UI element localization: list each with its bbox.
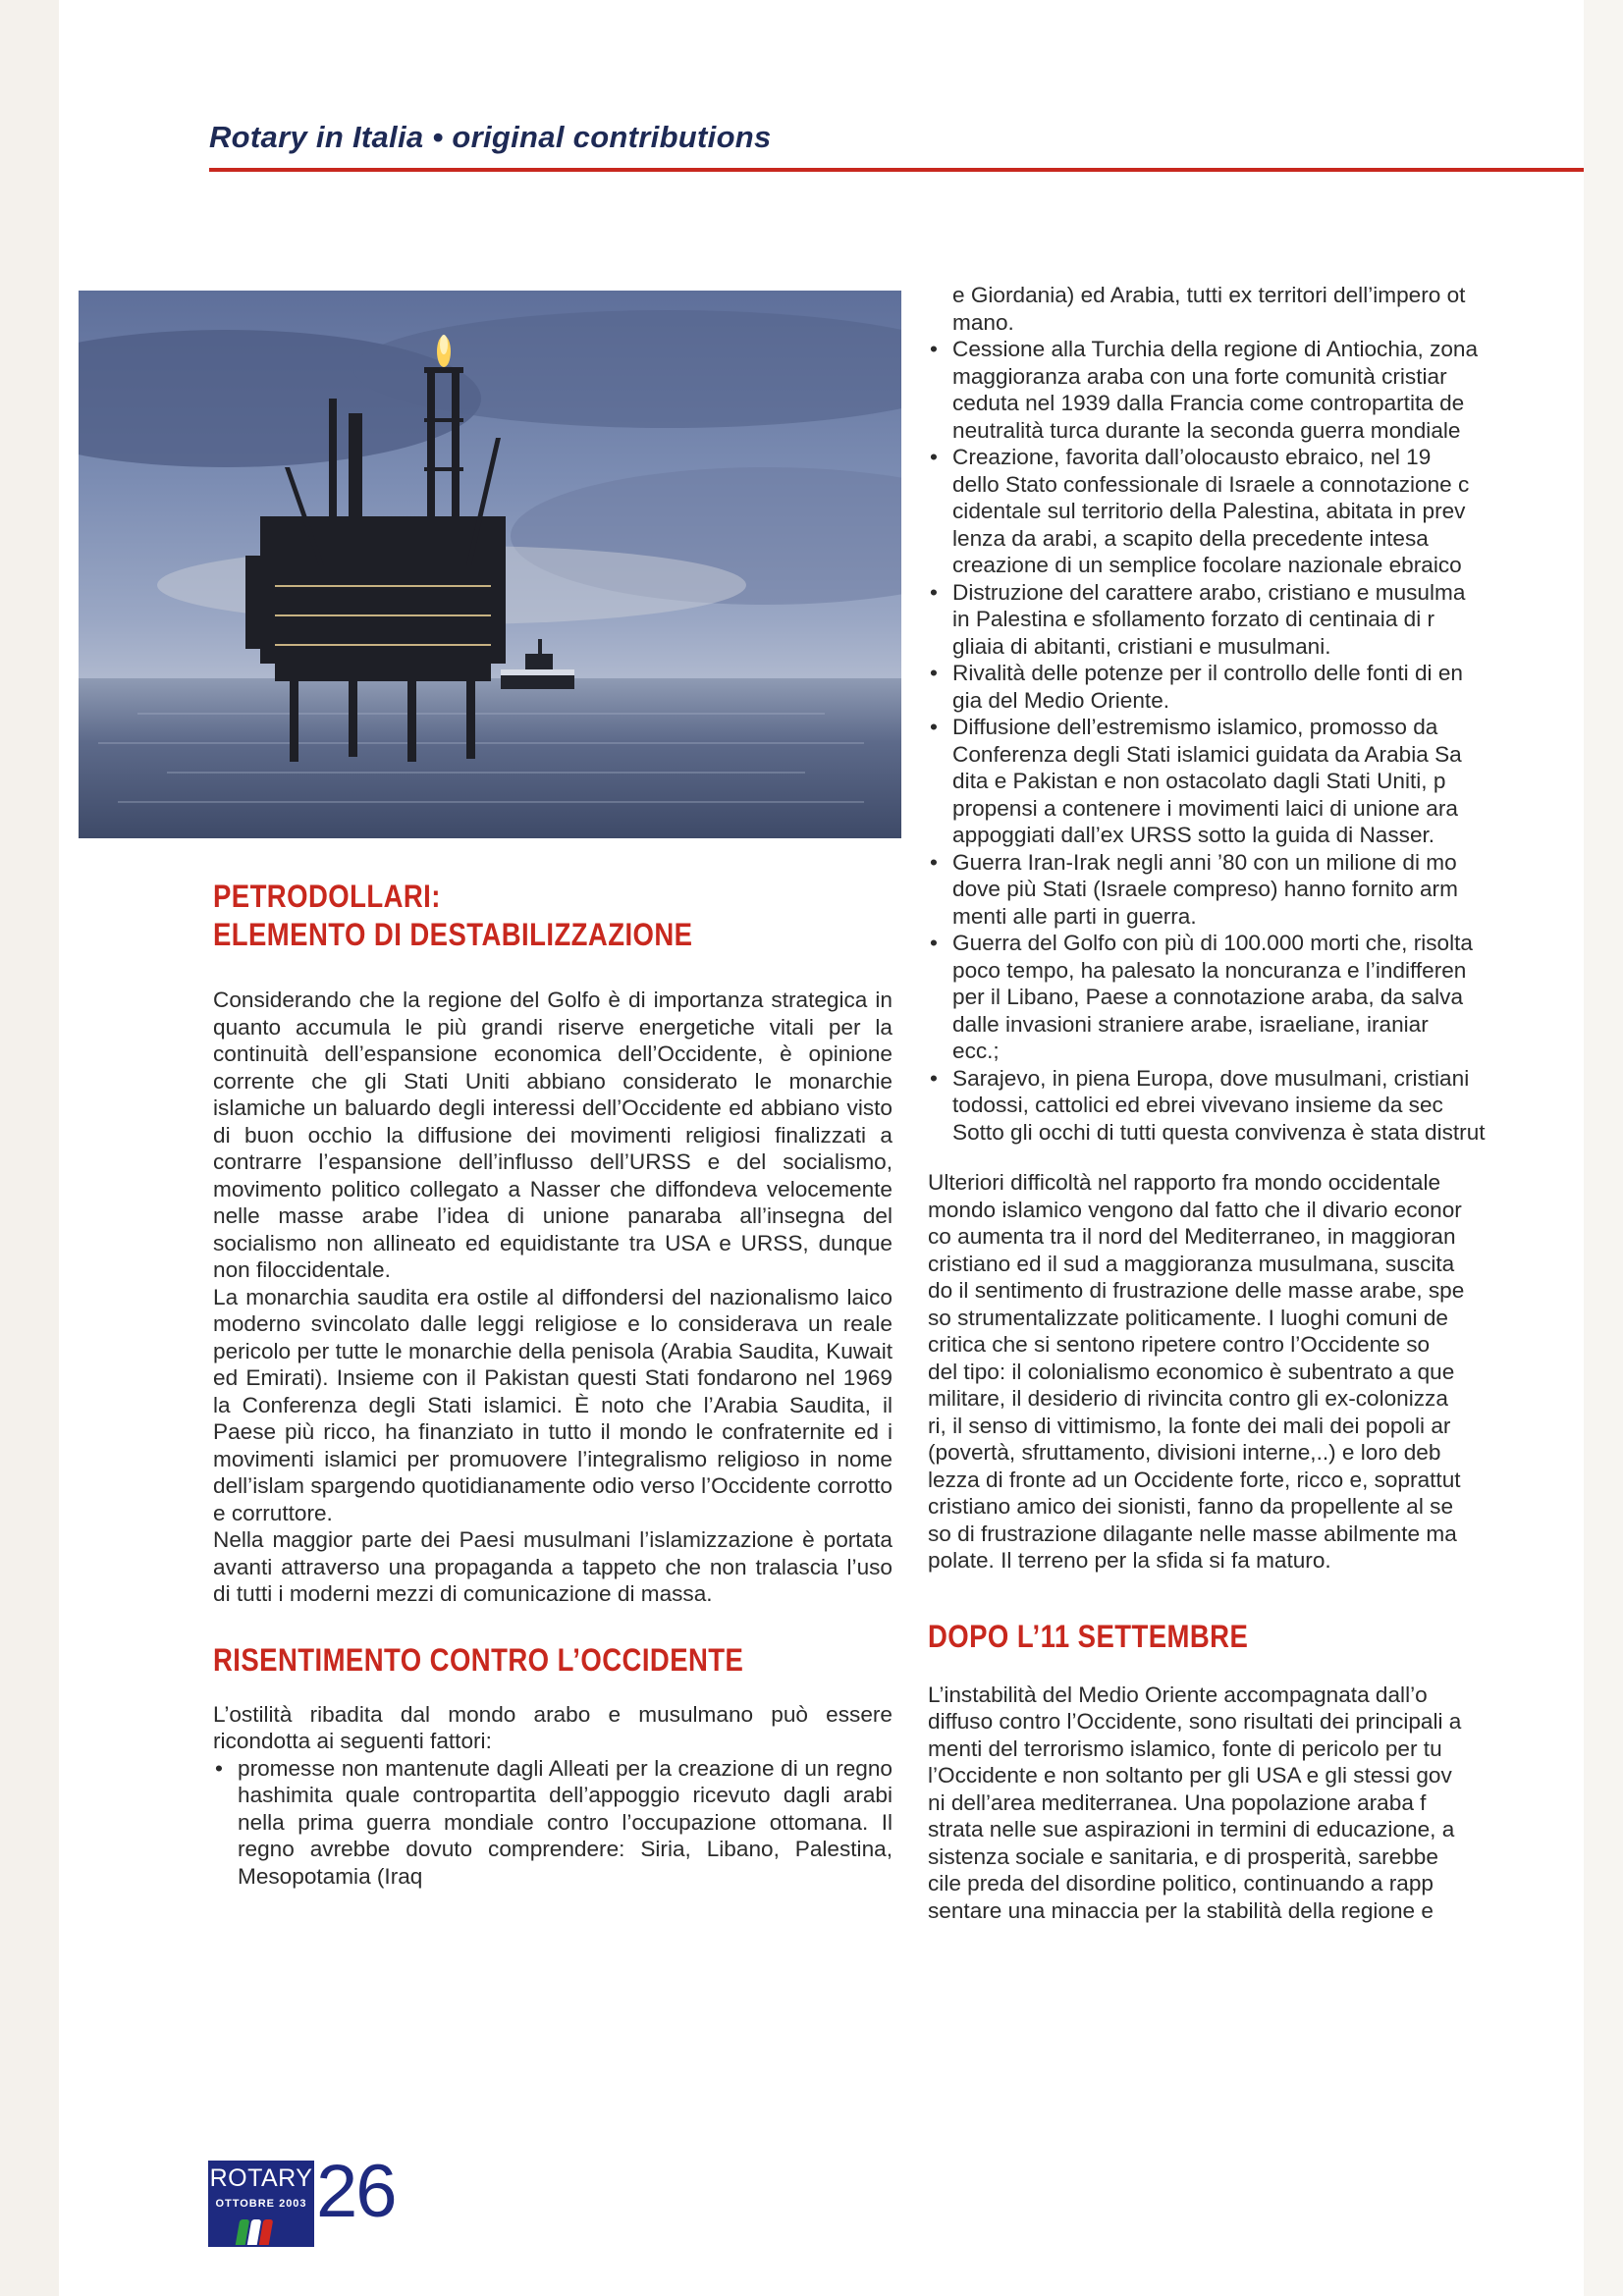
text-line: propensi a contenere i movimenti laici di unione ara bbox=[952, 795, 1458, 821]
text-line: dita e Pakistan e non ostacolato dagli Stati Uniti, p bbox=[952, 769, 1446, 793]
text-line: so di frustrazione dilagante nelle masse abilmente ma bbox=[928, 1521, 1457, 1546]
right-column bbox=[928, 282, 1576, 1924]
text-line: neutralità turca durante la seconda guerra mondiale bbox=[952, 417, 1461, 443]
text-line: ecc.; bbox=[952, 1039, 1000, 1063]
text-line: (povertà, sfruttamento, divisioni interne,..) e loro deb bbox=[928, 1440, 1441, 1465]
text-line: sentare una minaccia per la stabilità della regione e bbox=[928, 1897, 1434, 1923]
text-line: todossi, cattolici ed ebrei vivevano insieme da sec bbox=[952, 1093, 1443, 1117]
text-line: l’Occidente e non soltanto per gli USA e gli stessi gov bbox=[928, 1763, 1452, 1788]
text-line: strata nelle sue aspirazioni in termini di educazione, a bbox=[928, 1817, 1455, 1842]
text-line: diffuso contro l’Occidente, sono risultati dei principali a bbox=[928, 1709, 1462, 1734]
paragraph: Considerando che la regione del Golfo è di importanza strategica in quanto accumula le più grandi riserve energetiche vitali per la continuità dell’espansione economica dell’Occidente, è opinione corrente che gli Stati Uniti abbiano considerato le monarchie islamiche un baluardo degli interessi dell’Occidente ed abbiano visto di buon occhio la diffusione dei movimenti religiosi finalizzati a contrarre l’espansione dell’influsso dell’URSS e del socialismo, movimento politico collegato a Nasser che diffondeva velocemente nelle masse arabe l’idea di unione panaraba all’insegna del socialismo non allineato ed equidistante tra USA e URSS, dunque non filoccidentale. bbox=[213, 988, 893, 1282]
text-line: ni dell’area mediterranea. Una popolazione araba f bbox=[928, 1789, 1427, 1815]
factor-list-continued bbox=[928, 336, 1576, 1146]
text-line: mondo islamico vengono dal fatto che il divario econor bbox=[928, 1197, 1462, 1222]
factor-list bbox=[213, 1755, 893, 1891]
text-line: del tipo: il colonialismo economico è subentrato a que bbox=[928, 1359, 1455, 1384]
list-item bbox=[928, 444, 1576, 579]
paragraph: Nella maggior parte dei Paesi musulmani l’islamizzazione è portata avanti attraverso una propaganda a tappeto che non tralascia l’uso di tutti i moderni mezzi di comunicazione di massa. bbox=[213, 1527, 893, 1606]
text-line: appoggiati dall’ex URSS sotto la guida di Nasser. bbox=[952, 823, 1435, 847]
text-line: ceduta nel 1939 dalla Francia come contropartita de bbox=[952, 391, 1465, 415]
text-line: Conferenza degli Stati islamici guidata da Arabia Sa bbox=[952, 741, 1462, 767]
text-line: dello Stato confessionale di Israele a connotazione c bbox=[952, 471, 1470, 497]
page-number: 26 bbox=[316, 2150, 396, 2233]
text-line: polate. Il terreno per la sfida si fa maturo. bbox=[928, 1548, 1331, 1573]
text-line: maggioranza araba con una forte comunità cristiar bbox=[952, 363, 1447, 389]
paragraph: La monarchia saudita era ostile al diffondersi del nazionalismo laico moderno svincolato dalle leggi religiose e lo considerava un reale pericolo per tutte le monarchie della penisola (Arabia Saudita, Kuwait ed Emirati). Insieme con il Pakistan questi Stati fondarono nel 1969 la Conferenza degli Stati islamici. È noto che l’Arabia Saudita, il Paese più ricco, ha finanziato in tutto il mondo le confraternite ed i movimenti islamici per promuovere l’integralismo religioso in nome dell’islam spargendo quotidianamente odio verso l’Occidente corrotto e corruttore. bbox=[213, 1284, 893, 1525]
list-item bbox=[928, 1065, 1576, 1147]
section-heading-risentimento: RISENTIMENTO CONTRO L’OCCIDENTE bbox=[213, 1641, 744, 1678]
section-heading-dopo-11-settembre: DOPO L’11 SETTEMBRE bbox=[928, 1618, 1249, 1654]
text-line: dove più Stati (Israele compreso) hanno fornito arm bbox=[952, 877, 1458, 901]
text-line: sistenza sociale e sanitaria, e di prosperità, sarebbe bbox=[928, 1843, 1438, 1869]
text-line: militare, il desiderio di rivincita contro gli ex-colonizza bbox=[928, 1386, 1448, 1411]
header-rule bbox=[209, 168, 1584, 172]
text-line: • Guerra Iran-Irak negli anni ’80 con un milione di mo bbox=[952, 849, 1457, 875]
list-item bbox=[928, 714, 1576, 849]
text-line: mano. bbox=[952, 309, 1014, 335]
text-line: per il Libano, Paese a connotazione araba, da salva bbox=[952, 985, 1464, 1009]
text-line: dalle invasioni straniere arabe, israeliane, iraniar bbox=[952, 1011, 1429, 1037]
list-item: • promesse non mantenute dagli Alleati per la creazione di un regno hashimita quale contropartita dell’appoggio ricevuto dagli arabi nella prima guerra mondiale contro l’occupazione ottomana. Il regno avrebbe dovuto comprendere: Siria, Libano, Palestina, Mesopotamia (Iraq bbox=[213, 1755, 893, 1891]
oil-platform-photo bbox=[79, 291, 901, 838]
text-line: cile preda del disordine politico, continuando a rapp bbox=[928, 1871, 1434, 1896]
text-line: • Sarajevo, in piena Europa, dove musulmani, cristiani bbox=[952, 1065, 1470, 1091]
text-line: e Giordania) ed Arabia, tutti ex territori dell’impero ot bbox=[952, 283, 1466, 307]
text-line: • Rivalità delle potenze per il controllo delle fonti di en bbox=[952, 661, 1463, 685]
list-item bbox=[928, 660, 1576, 714]
running-header: Rotary in Italia • original contributions bbox=[209, 120, 772, 154]
heading-line: PETRODOLLARI: bbox=[213, 879, 441, 914]
text-line: critica che si sentono ripetere contro l’Occidente so bbox=[928, 1332, 1431, 1357]
list-item bbox=[928, 849, 1576, 931]
section-heading-petrodollari bbox=[213, 878, 797, 954]
text-line: cristiano ed il sud a maggioranza musulmana, suscita bbox=[928, 1251, 1455, 1276]
text-line: so strumentalizzate politicamente. I luoghi comuni de bbox=[928, 1305, 1448, 1330]
text-line: • Diffusione dell’estremismo islamico, promosso da bbox=[952, 715, 1438, 739]
text-line: • Distruzione del carattere arabo, cristiano e musulma bbox=[952, 579, 1466, 605]
text-line: menti alle parti in guerra. bbox=[952, 903, 1197, 929]
text-line: creazione di un semplice focolare nazionale ebraico bbox=[952, 553, 1462, 577]
logo-title: ROTARY bbox=[208, 2161, 314, 2194]
paragraph bbox=[928, 1169, 1576, 1575]
left-column bbox=[213, 878, 893, 1890]
scan-margin-left bbox=[0, 0, 59, 2296]
list-item bbox=[928, 579, 1576, 661]
text-line: • Creazione, favorita dall’olocausto ebraico, nel 19 bbox=[952, 445, 1432, 469]
paragraph: L’ostilità ribadita dal mondo arabo e musulmano può essere ricondotta ai seguenti fattori: bbox=[213, 1701, 893, 1753]
text-line: Sotto gli occhi di tutti questa convivenza è stata distrut bbox=[952, 1119, 1486, 1145]
text-line: Ulteriori difficoltà nel rapporto fra mondo occidentale bbox=[928, 1170, 1441, 1195]
text-line: • Cessione alla Turchia della regione di Antiochia, zona bbox=[952, 337, 1479, 361]
text-line: ri, il senso di vittimismo, la fonte dei mali dei popoli ar bbox=[928, 1413, 1451, 1438]
rotary-logo bbox=[208, 2161, 314, 2247]
scan-margin-right bbox=[1584, 0, 1623, 2296]
list-item bbox=[928, 930, 1576, 1065]
text-line: gliaia di abitanti, cristiani e musulmani. bbox=[952, 633, 1331, 659]
heading-line: ELEMENTO DI DESTABILIZZAZIONE bbox=[213, 917, 693, 952]
text-line: cristiano amico dei sionisti, fanno da propellente al se bbox=[928, 1494, 1454, 1519]
list-item bbox=[928, 336, 1576, 444]
text-line: co aumenta tra il nord del Mediterraneo, in maggioran bbox=[928, 1224, 1456, 1249]
text-line: poco tempo, ha palesato la noncuranza e l’indifferen bbox=[952, 957, 1467, 983]
text-line: in Palestina e sfollamento forzato di centinaia di r bbox=[952, 607, 1435, 631]
text-line: L’instabilità del Medio Oriente accompagnata dall’o bbox=[928, 1682, 1428, 1707]
italian-flag-icon bbox=[208, 2214, 314, 2247]
text-line: do il sentimento di frustrazione delle masse arabe, spe bbox=[928, 1278, 1465, 1303]
logo-date: OTTOBRE 2003 bbox=[208, 2194, 314, 2214]
text-line: cidentale sul territorio della Palestina, abitata in prev bbox=[952, 499, 1466, 523]
text-line: • Guerra del Golfo con più di 100.000 morti che, risolta bbox=[952, 931, 1473, 955]
paragraph bbox=[928, 1682, 1576, 1925]
text-line: lezza di fronte ad un Occidente forte, ricco e, soprattut bbox=[928, 1467, 1461, 1492]
text-line: gia del Medio Oriente. bbox=[952, 687, 1170, 713]
text-line: lenza da arabi, a scapito della precedente intesa bbox=[952, 525, 1429, 551]
text-line: menti del terrorismo islamico, fonte di pericolo per tu bbox=[928, 1735, 1442, 1761]
